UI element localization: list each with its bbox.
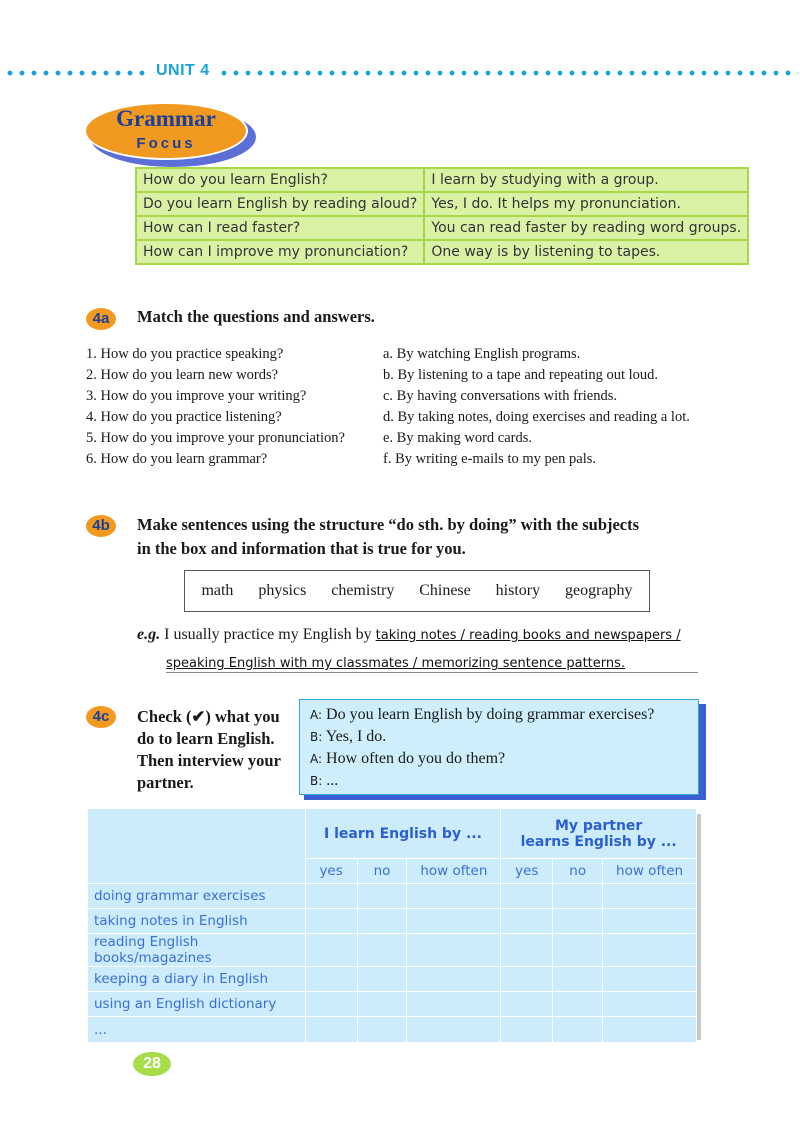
section-marker-4b: 4b xyxy=(86,515,116,537)
check-cell[interactable] xyxy=(407,884,501,909)
list-item: 4. How do you practice listening? xyxy=(86,409,282,425)
grammar-answer: One way is by listening to tapes. xyxy=(424,240,748,264)
dialog-box xyxy=(299,699,699,795)
table-header-row xyxy=(88,809,697,859)
check-cell[interactable] xyxy=(305,992,357,1017)
table-row xyxy=(88,967,697,992)
subhead-yes: yes xyxy=(305,859,357,884)
check-cell[interactable] xyxy=(501,884,553,909)
check-cell[interactable] xyxy=(553,884,603,909)
heading-line: do to learn English. xyxy=(137,729,275,748)
table-row xyxy=(136,216,748,240)
speaker-label: A: xyxy=(310,752,323,766)
check-cell[interactable] xyxy=(357,992,407,1017)
section-4b-heading-line1: Make sentences using the structure “do sth. by doing” with the subjects xyxy=(137,515,640,534)
list-item: e. By making word cards. xyxy=(383,430,532,446)
subject-word: Chinese xyxy=(419,582,471,599)
subhead-yes: yes xyxy=(501,859,553,884)
grammar-question: How can I read faster? xyxy=(136,216,424,240)
list-item: b. By listening to a tape and repeating out loud. xyxy=(383,367,659,383)
subject-word: history xyxy=(495,582,541,599)
example-handwriting-2: speaking English with my classmates / memorizing sentence patterns. xyxy=(166,656,626,671)
grammar-question: Do you learn English by reading aloud? xyxy=(136,192,424,216)
check-cell[interactable] xyxy=(407,934,501,967)
heading-line: Then interview your xyxy=(137,751,281,770)
example-line-2 xyxy=(166,654,698,673)
check-cell[interactable] xyxy=(501,992,553,1017)
list-item: 3. How do you improve your writing? xyxy=(86,388,307,404)
check-cell[interactable] xyxy=(553,992,603,1017)
check-cell[interactable] xyxy=(357,934,407,967)
dialog-text: How often do you do them? xyxy=(322,750,506,767)
unit-title: UNIT 4 xyxy=(156,62,210,79)
dialog-line xyxy=(310,704,688,726)
check-cell[interactable] xyxy=(357,967,407,992)
table-row xyxy=(88,909,697,934)
speaker-label: B: xyxy=(310,730,323,744)
subject-word: chemistry xyxy=(331,582,395,599)
check-cell[interactable] xyxy=(357,1017,407,1043)
list-item: 5. How do you improve your pronunciation? xyxy=(86,430,345,446)
check-cell[interactable] xyxy=(305,1017,357,1043)
badge-subtitle: Focus xyxy=(136,135,196,152)
row-label: reading English books/magazines xyxy=(88,934,306,967)
group-header-me: I learn English by ... xyxy=(305,809,501,859)
list-item: 2. How do you learn new words? xyxy=(86,367,279,383)
empty-corner-cell xyxy=(88,809,306,884)
check-cell[interactable] xyxy=(501,934,553,967)
grammar-question: How can I improve my pronunciation? xyxy=(136,240,424,264)
check-cell[interactable] xyxy=(553,1017,603,1043)
row-label: keeping a diary in English xyxy=(88,967,306,992)
grammar-answer: You can read faster by reading word groups. xyxy=(424,216,748,240)
check-cell[interactable] xyxy=(357,909,407,934)
check-cell[interactable] xyxy=(553,934,603,967)
group-header-line: learns English by ... xyxy=(520,833,677,850)
group-header-partner xyxy=(501,809,697,859)
speaker-label: B: xyxy=(310,774,323,788)
heading-line: Check (✔) what you xyxy=(137,707,280,726)
check-cell[interactable] xyxy=(603,992,697,1017)
speaker-label: A: xyxy=(310,708,323,722)
survey-table xyxy=(87,808,697,1043)
heading-line: partner. xyxy=(137,773,194,792)
list-item: 1. How do you practice speaking? xyxy=(86,346,284,362)
header-dots-left xyxy=(4,70,148,76)
list-item: d. By taking notes, doing exercises and reading a lot. xyxy=(383,409,690,425)
dialog-line xyxy=(310,726,688,748)
subject-word: geography xyxy=(564,582,633,599)
subjects-box xyxy=(184,570,650,612)
table-row xyxy=(136,240,748,264)
check-cell[interactable] xyxy=(305,909,357,934)
section-4a-heading: Match the questions and answers. xyxy=(137,307,375,326)
section-4b-heading-line2: in the box and information that is true for you. xyxy=(137,539,466,558)
example-sentence xyxy=(137,626,681,644)
badge-title: Grammar xyxy=(116,106,216,131)
check-cell[interactable] xyxy=(603,1017,697,1043)
list-item: a. By watching English programs. xyxy=(383,346,581,362)
check-cell[interactable] xyxy=(501,967,553,992)
check-cell[interactable] xyxy=(305,884,357,909)
example-text: I usually practice my English by xyxy=(160,626,376,643)
header-dots-right xyxy=(218,70,798,76)
section-marker-4a: 4a xyxy=(86,308,116,330)
list-item: f. By writing e-mails to my pen pals. xyxy=(383,451,597,467)
check-cell[interactable] xyxy=(553,909,603,934)
page-number: 28 xyxy=(133,1052,171,1076)
check-cell[interactable] xyxy=(553,967,603,992)
check-cell[interactable] xyxy=(501,909,553,934)
row-label: doing grammar exercises xyxy=(88,884,306,909)
check-cell[interactable] xyxy=(603,967,697,992)
subhead-how-often: how often xyxy=(407,859,501,884)
dialog-text: ... xyxy=(322,772,339,789)
section-marker-4c: 4c xyxy=(86,706,116,728)
subhead-no: no xyxy=(553,859,603,884)
table-row xyxy=(88,884,697,909)
grammar-answer: I learn by studying with a group. xyxy=(424,168,748,192)
check-cell[interactable] xyxy=(407,1017,501,1043)
row-label: taking notes in English xyxy=(88,909,306,934)
section-4c-heading xyxy=(137,706,281,794)
check-cell[interactable] xyxy=(305,934,357,967)
check-cell[interactable] xyxy=(603,934,697,967)
dialog-line xyxy=(310,770,688,792)
check-cell[interactable] xyxy=(603,884,697,909)
example-handwriting-1: taking notes / reading books and newspapers / xyxy=(375,628,681,643)
check-cell[interactable] xyxy=(501,1017,553,1043)
check-cell[interactable] xyxy=(407,967,501,992)
grammar-focus-table xyxy=(135,167,749,265)
table-row xyxy=(88,992,697,1017)
subhead-how-often: how often xyxy=(603,859,697,884)
question-list xyxy=(86,344,345,470)
check-cell[interactable] xyxy=(407,909,501,934)
table-row xyxy=(88,934,697,967)
table-row xyxy=(136,192,748,216)
dialog-text: Yes, I do. xyxy=(322,728,387,745)
example-label: e.g. xyxy=(137,626,161,643)
dialog-text: Do you learn English by doing grammar exercises? xyxy=(322,706,655,723)
check-cell[interactable] xyxy=(407,992,501,1017)
subhead-no: no xyxy=(357,859,407,884)
subject-word: physics xyxy=(258,582,307,599)
table-row xyxy=(136,168,748,192)
table-row xyxy=(88,1017,697,1043)
group-header-line: My partner xyxy=(554,817,643,834)
grammar-question: How do you learn English? xyxy=(136,168,424,192)
list-item: 6. How do you learn grammar? xyxy=(86,451,268,467)
row-label: using an English dictionary xyxy=(88,992,306,1017)
check-cell[interactable] xyxy=(357,884,407,909)
list-item: c. By having conversations with friends. xyxy=(383,388,617,404)
answer-list xyxy=(383,344,690,470)
grammar-answer: Yes, I do. It helps my pronunciation. xyxy=(424,192,748,216)
check-cell[interactable] xyxy=(305,967,357,992)
dialog-line xyxy=(310,748,688,770)
subject-word: math xyxy=(201,582,234,599)
check-cell[interactable] xyxy=(603,909,697,934)
row-label: ... xyxy=(88,1017,306,1043)
